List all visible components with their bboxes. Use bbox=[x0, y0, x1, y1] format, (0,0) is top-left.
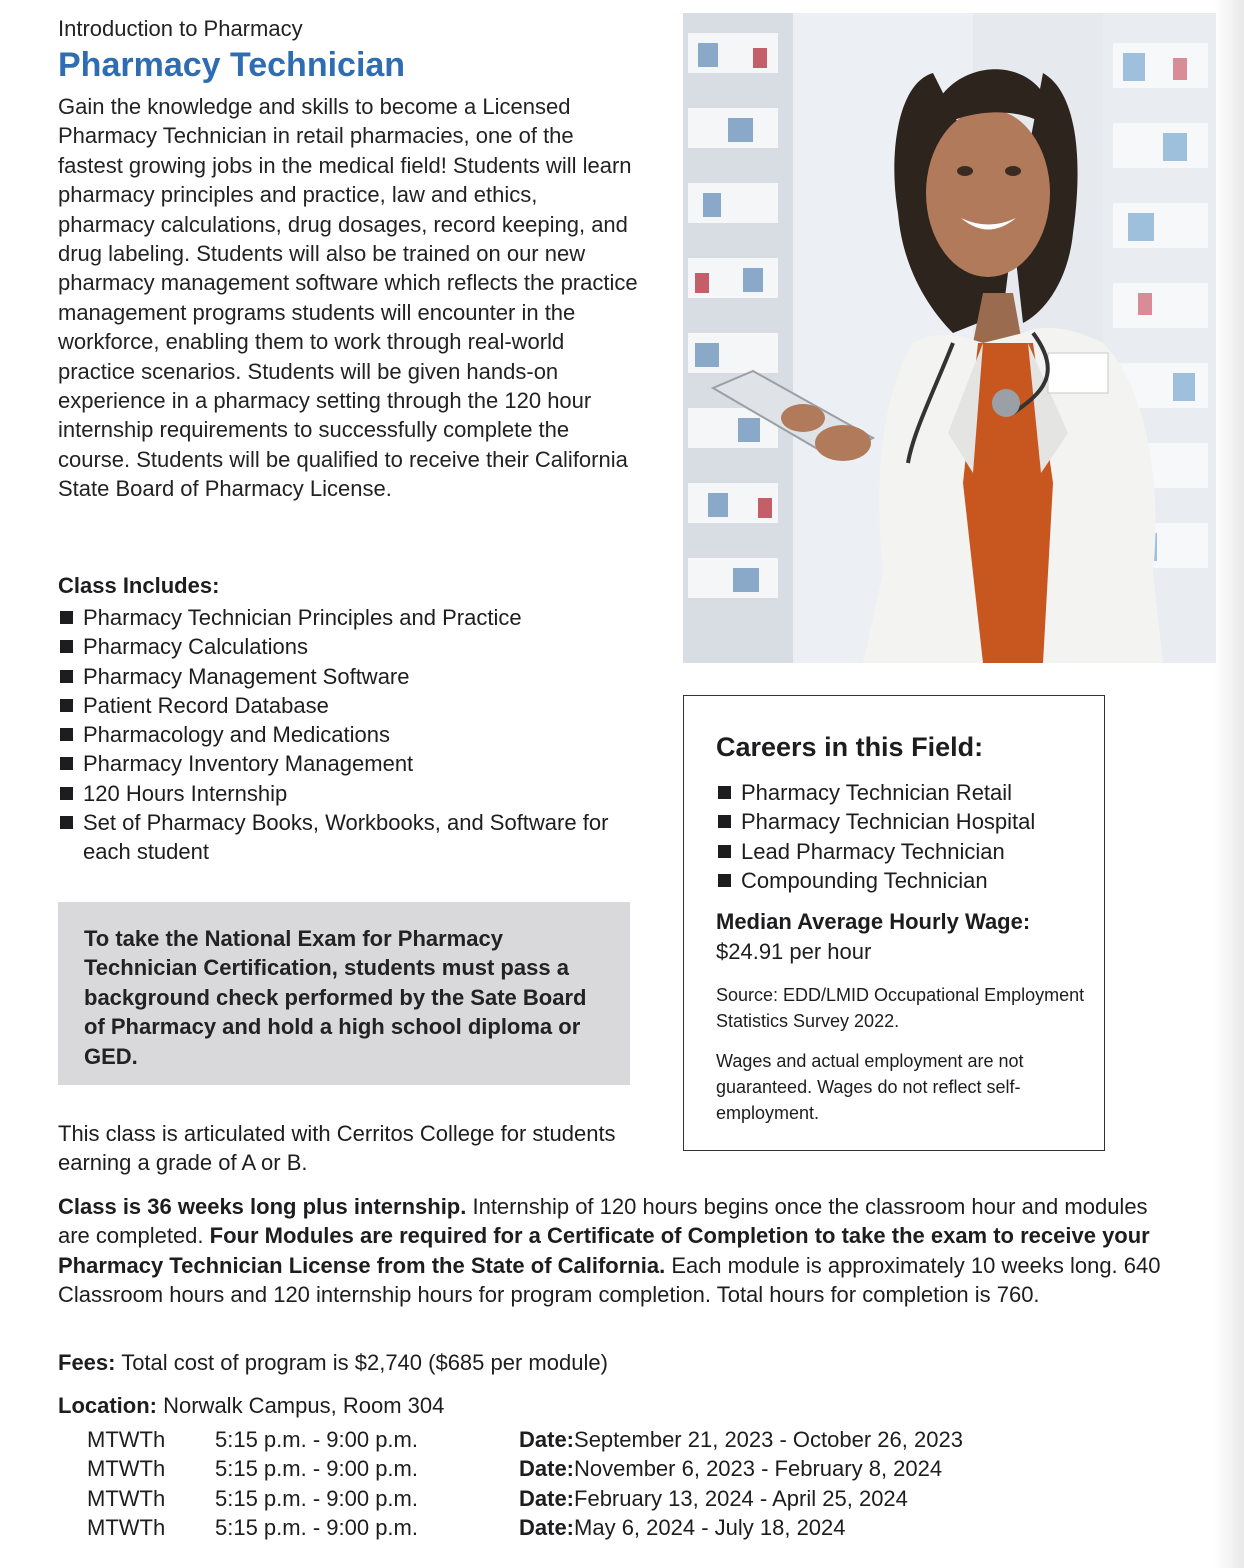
page-title: Pharmacy Technician bbox=[58, 46, 406, 84]
list-item: Pharmacy Technician Hospital bbox=[716, 807, 1096, 836]
class-includes-list bbox=[58, 603, 648, 867]
date-range: September 21, 2023 - October 26, 2023 bbox=[574, 1427, 963, 1452]
date-label: Date: bbox=[519, 1515, 575, 1541]
schedule-date bbox=[519, 1485, 908, 1512]
articulation-note: This class is articulated with Cerritos College for students earning a grade of A or B. bbox=[58, 1121, 616, 1176]
wage-disclaimer: Wages and actual employment are not guaranteed. Wages do not reflect self-employment. bbox=[716, 1051, 1024, 1123]
list-item: Pharmacy Technician Principles and Practice bbox=[58, 603, 648, 632]
program-description bbox=[58, 1192, 1168, 1310]
date-range: February 13, 2024 - April 25, 2024 bbox=[574, 1485, 908, 1511]
list-item: 120 Hours Internship bbox=[58, 779, 648, 808]
fees-line bbox=[58, 1350, 608, 1376]
schedule-days: MTWTh bbox=[87, 1485, 166, 1511]
location-label: Location: bbox=[58, 1393, 157, 1418]
date-range: November 6, 2023 - February 8, 2024 bbox=[574, 1456, 943, 1482]
list-item: Pharmacology and Medications bbox=[58, 720, 648, 749]
modules-bold: Four Modules are required for a Certificate of Completion to take the exam to receive your Pharmacy Technician License from the State of California. bbox=[58, 1223, 1150, 1278]
schedule-time: 5:15 p.m. - 9:00 p.m. bbox=[215, 1485, 418, 1511]
fees-value: Total cost of program is $2,740 ($685 per module) bbox=[115, 1350, 608, 1375]
schedule-date bbox=[519, 1515, 846, 1541]
location-line bbox=[58, 1393, 444, 1419]
schedule-time: 5:15 p.m. - 9:00 p.m. bbox=[215, 1456, 418, 1482]
list-item: Pharmacy Management Software bbox=[58, 662, 648, 691]
date-range: May 6, 2024 - July 18, 2024 bbox=[574, 1515, 846, 1541]
intro-paragraph: Gain the knowledge and skills to become a Licensed Pharmacy Technician in retail pharmacies, one of the fastest growing jobs in the medical field! Students will learn pharmacy principles and practice, law and ethics, pharmacy calculations, drug dosages, record keeping, and drug labeling. Students will also be trained on our new pharmacy management software which reflects the practice management programs students will encounter in the workforce, enabling them to work through real-world practice scenarios. Students will be given hands-on experience in a pharmacy setting through the 120 hour internship requirements to successfully complete the course. Students will be qualified to receive their California State Board of Pharmacy License. bbox=[58, 94, 638, 502]
schedule-days: MTWTh bbox=[87, 1456, 166, 1482]
list-item: Lead Pharmacy Technician bbox=[716, 837, 1096, 866]
class-includes-heading: Class Includes: bbox=[58, 573, 220, 598]
exam-notice-text: To take the National Exam for Pharmacy Technician Certification, students must pass a background check performed by the Sate Board of Pharmacy and hold a high school diploma or GED. bbox=[84, 926, 587, 1069]
schedule-date bbox=[519, 1427, 963, 1453]
wage-source: Source: EDD/LMID Occupational Employment Statistics Survey 2022. bbox=[716, 985, 1085, 1031]
schedule-days: MTWTh bbox=[87, 1515, 166, 1541]
list-item: Pharmacy Inventory Management bbox=[58, 749, 648, 778]
wage-heading: Median Average Hourly Wage: bbox=[716, 909, 1031, 934]
date-label: Date: bbox=[519, 1456, 575, 1482]
careers-box bbox=[683, 695, 1105, 1151]
date-label: Date: bbox=[519, 1427, 575, 1452]
pharmacist-photo bbox=[683, 13, 1216, 663]
pharmacist-illustration bbox=[683, 13, 1216, 663]
list-item: Pharmacy Calculations bbox=[58, 632, 648, 661]
wage-value: $24.91 per hour bbox=[716, 939, 872, 964]
fees-label: Fees: bbox=[58, 1350, 116, 1375]
schedule-days: MTWTh bbox=[87, 1427, 166, 1452]
length-bold: Class is 36 weeks long plus internship. bbox=[58, 1194, 467, 1219]
list-item: Pharmacy Technician Retail bbox=[716, 778, 1096, 807]
location-value: Norwalk Campus, Room 304 bbox=[157, 1393, 445, 1418]
section-kicker: Introduction to Pharmacy bbox=[58, 16, 303, 41]
list-item: Compounding Technician bbox=[716, 866, 1096, 895]
schedule-time: 5:15 p.m. - 9:00 p.m. bbox=[215, 1427, 418, 1452]
list-item: Set of Pharmacy Books, Workbooks, and Software for each student bbox=[58, 808, 648, 867]
exam-notice-box bbox=[58, 902, 630, 1085]
schedule-date bbox=[519, 1456, 943, 1482]
date-label: Date: bbox=[519, 1485, 575, 1511]
list-item: Patient Record Database bbox=[58, 691, 648, 720]
length-text: Internship of 120 hours begins once the classroom hour and modules are completed. bbox=[58, 1194, 1148, 1249]
page-edge-shadow bbox=[1214, 0, 1244, 1568]
careers-list bbox=[716, 778, 1096, 895]
modules-text: Each module is approximately 10 weeks long. 640 Classroom hours and 120 internship hours for program completion. Total hours for completion is 760. bbox=[58, 1252, 1161, 1308]
schedule-time: 5:15 p.m. - 9:00 p.m. bbox=[215, 1515, 418, 1541]
careers-heading: Careers in this Field: bbox=[716, 732, 984, 762]
